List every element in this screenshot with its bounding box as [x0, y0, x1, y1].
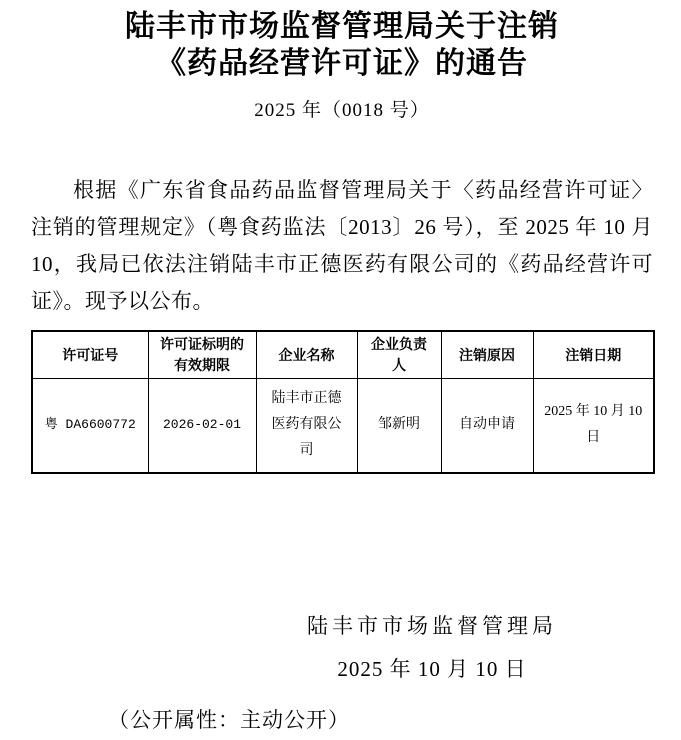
- signature-block: [307, 612, 557, 683]
- signature-date: 2025 年 10 月 10 日: [337, 656, 527, 681]
- table-row: [32, 379, 654, 473]
- cell-company-person: 邹新明: [357, 379, 441, 473]
- table-header-row: [32, 331, 654, 379]
- header-company-name: 企业名称: [256, 331, 357, 379]
- publicity-note: （公开属性：主动公开）: [108, 707, 350, 732]
- header-license-no: 许可证号: [32, 331, 148, 379]
- page-title: [31, 8, 653, 82]
- document-number: 2025 年（0018 号）: [254, 100, 430, 121]
- cell-valid-until: 2026-02-01: [148, 379, 256, 473]
- cell-license-no: 粤 DA6600772: [32, 379, 148, 473]
- cell-company-name: 陆丰市正德医药有限公司: [256, 379, 357, 473]
- body-paragraph: 根据《广东省食品药品监督管理局关于〈药品经营许可证〉注销的管理规定》（粤食药监法〔2013〕26 号），至 2025 年 10 月 10，我局已依法注销陆丰市正德医药有限公司的《药品经营许可证》。现予以公布。: [31, 178, 653, 313]
- cell-cancel-date: 2025 年 10 月 10 日: [533, 379, 654, 473]
- header-cancel-reason: 注销原因: [441, 331, 533, 379]
- header-company-person: 企业负责人: [357, 331, 441, 379]
- license-table: [31, 330, 655, 474]
- signature-agency: 陆丰市市场监督管理局: [307, 613, 557, 638]
- title-line-1: 陆丰市市场监督管理局关于注销: [125, 10, 559, 43]
- title-line-2: 《药品经营许可证》的通告: [156, 47, 528, 80]
- header-valid-until: 许可证标明的有效期限: [148, 331, 256, 379]
- header-cancel-date: 注销日期: [533, 331, 654, 379]
- cell-cancel-reason: 自动申请: [441, 379, 533, 473]
